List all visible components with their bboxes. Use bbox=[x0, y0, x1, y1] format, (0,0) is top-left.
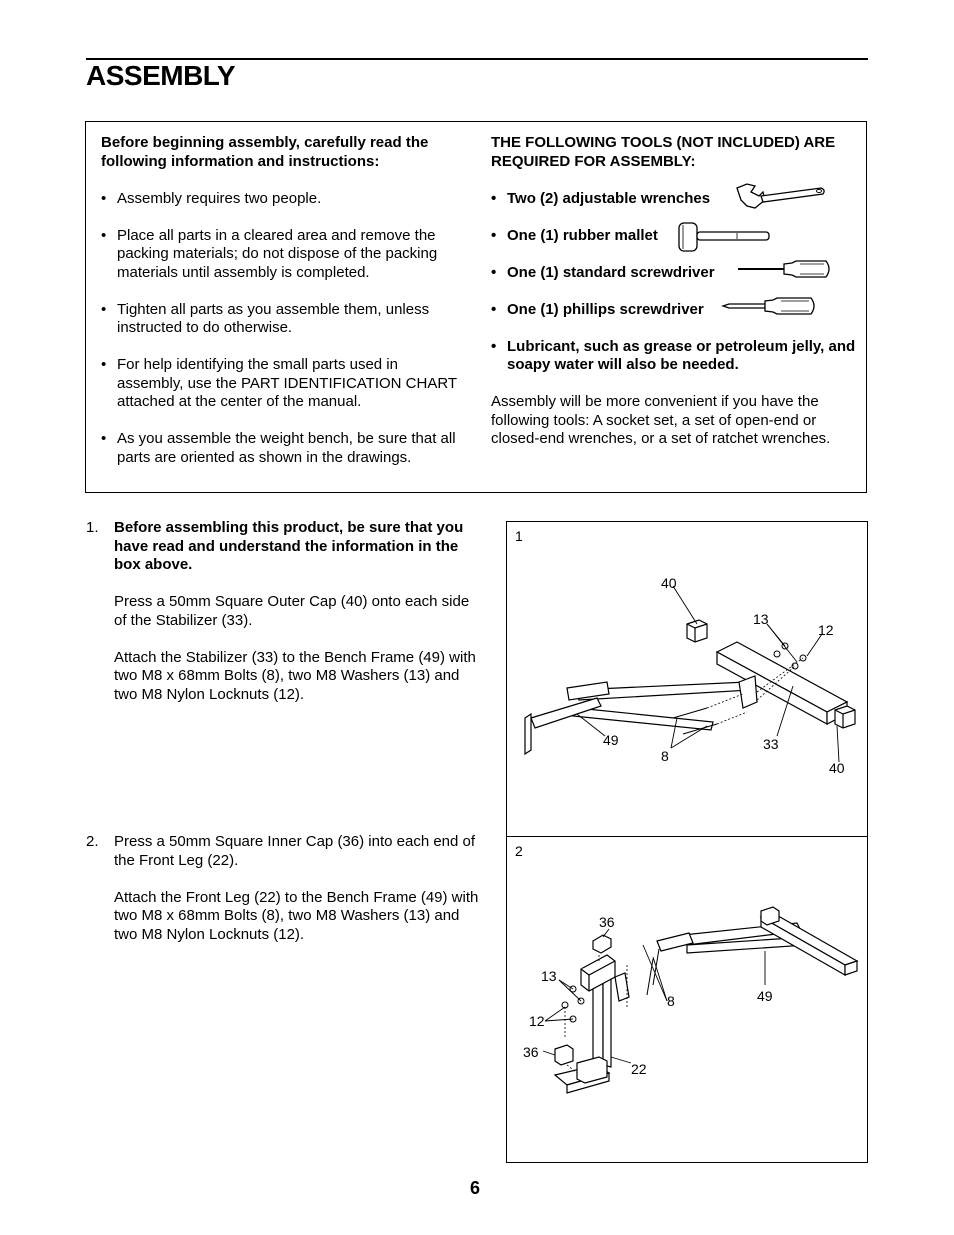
figure-number: 2 bbox=[515, 843, 523, 859]
figure-2 bbox=[506, 836, 868, 1163]
tool-item: • One (1) rubber mallet bbox=[491, 227, 856, 246]
tools-column bbox=[491, 134, 856, 449]
lubricant-note: • Lubricant, such as grease or petroleum jelly, and soapy water will also be needed. bbox=[491, 337, 856, 373]
instructions-heading: Before beginning assembly, carefully read the following information and instructions: bbox=[101, 134, 429, 170]
instruction-text: Place all parts in a cleared area and remove the packing materials; do not dispose of the packing materials until assembly is completed. bbox=[117, 226, 438, 281]
instruction-bullet: • For help identifying the small parts used in assembly, use the PART IDENTIFICATION CHART attached at the center of the manual. bbox=[101, 356, 457, 410]
callout-label: 33 bbox=[763, 736, 779, 752]
instruction-bullet: • As you assemble the weight bench, be sure that all parts are oriented as shown in the drawings. bbox=[101, 430, 456, 466]
callout-label: 36 bbox=[599, 914, 615, 930]
phillips-screwdriver-icon bbox=[721, 291, 819, 321]
instruction-text: For help identifying the small parts used in assembly, use the PART IDENTIFICATION CHART attached at the center of the manual. bbox=[117, 356, 457, 410]
instruction-text: As you assemble the weight bench, be sure that all parts are oriented as shown in the drawings. bbox=[117, 430, 456, 466]
step-1 bbox=[86, 519, 481, 723]
instruction-bullet: • Place all parts in a cleared area and remove the packing materials; do not dispose of the packing materials until assembly is completed. bbox=[101, 226, 438, 281]
step-2 bbox=[86, 833, 481, 963]
tools-heading: THE FOLLOWING TOOLS (NOT INCLUDED) ARE REQUIRED FOR ASSEMBLY: bbox=[491, 134, 836, 170]
instruction-bullet: • Assembly requires two people. bbox=[101, 189, 322, 207]
tool-label: One (1) phillips screwdriver bbox=[507, 300, 704, 318]
figure-1-drawing bbox=[507, 522, 869, 839]
instruction-text: Tighten all parts as you assemble them, unless instructed to do otherwise. bbox=[117, 300, 430, 336]
page-title: ASSEMBLY bbox=[86, 60, 236, 91]
step-number: 1. bbox=[86, 519, 99, 536]
tool-item: • Two (2) adjustable wrenches bbox=[491, 190, 856, 209]
callout-label: 49 bbox=[603, 732, 619, 748]
page-number: 6 bbox=[470, 1178, 481, 1198]
callout-label: 22 bbox=[631, 1061, 647, 1077]
callout-label: 13 bbox=[541, 968, 557, 984]
figure-number: 1 bbox=[515, 528, 523, 544]
instructions-column bbox=[101, 134, 461, 467]
rubber-mallet-icon bbox=[675, 217, 771, 255]
callout-label: 12 bbox=[818, 622, 834, 638]
callout-label: 40 bbox=[829, 760, 845, 776]
standard-screwdriver-icon bbox=[736, 254, 834, 284]
tool-label: One (1) rubber mallet bbox=[507, 226, 658, 244]
adjustable-wrench-icon bbox=[733, 180, 828, 214]
instruction-bullet: • Tighten all parts as you assemble them, unless instructed to do otherwise. bbox=[101, 300, 430, 336]
tool-item: • One (1) phillips screwdriver bbox=[491, 301, 856, 320]
tool-item: • One (1) standard screwdriver bbox=[491, 264, 856, 283]
callout-label: 40 bbox=[661, 575, 677, 591]
figure-2-drawing bbox=[507, 837, 869, 1164]
figure-1 bbox=[506, 521, 868, 838]
callout-label: 13 bbox=[753, 611, 769, 627]
step-number: 2. bbox=[86, 833, 99, 850]
callout-label: 36 bbox=[523, 1044, 539, 1060]
step-paragraph: Press a 50mm Square Inner Cap (36) into each end of the Front Leg (22). bbox=[114, 833, 476, 869]
callout-label: 8 bbox=[667, 993, 675, 1009]
callout-label: 49 bbox=[757, 988, 773, 1004]
step-paragraph: Press a 50mm Square Outer Cap (40) onto each side of the Stabilizer (33). bbox=[114, 593, 470, 629]
instruction-text: Assembly requires two people. bbox=[117, 189, 322, 207]
convenience-note: Assembly will be more convenient if you have the following tools: A socket set, a set of open-end or closed-end wrenches, or a set of ratchet wrenches. bbox=[491, 393, 831, 447]
tool-label: One (1) standard screwdriver bbox=[507, 263, 715, 281]
step-warning: Before assembling this product, be sure that you have read and understand the information in the box above. bbox=[114, 519, 464, 573]
lubricant-text: Lubricant, such as grease or petroleum jelly, and soapy water will also be needed. bbox=[507, 337, 856, 373]
callout-label: 12 bbox=[529, 1013, 545, 1029]
tool-label: Two (2) adjustable wrenches bbox=[507, 189, 711, 207]
step-paragraph: Attach the Stabilizer (33) to the Bench Frame (49) with two M8 x 68mm Bolts (8), two M8 Washers (13) and two M8 Nylon Locknuts (12). bbox=[114, 648, 476, 703]
callout-label: 8 bbox=[661, 748, 669, 764]
step-paragraph: Attach the Front Leg (22) to the Bench Frame (49) with two M8 x 68mm Bolts (8), two M8 Washers (13) and two M8 Nylon Locknuts (12). bbox=[114, 888, 479, 943]
